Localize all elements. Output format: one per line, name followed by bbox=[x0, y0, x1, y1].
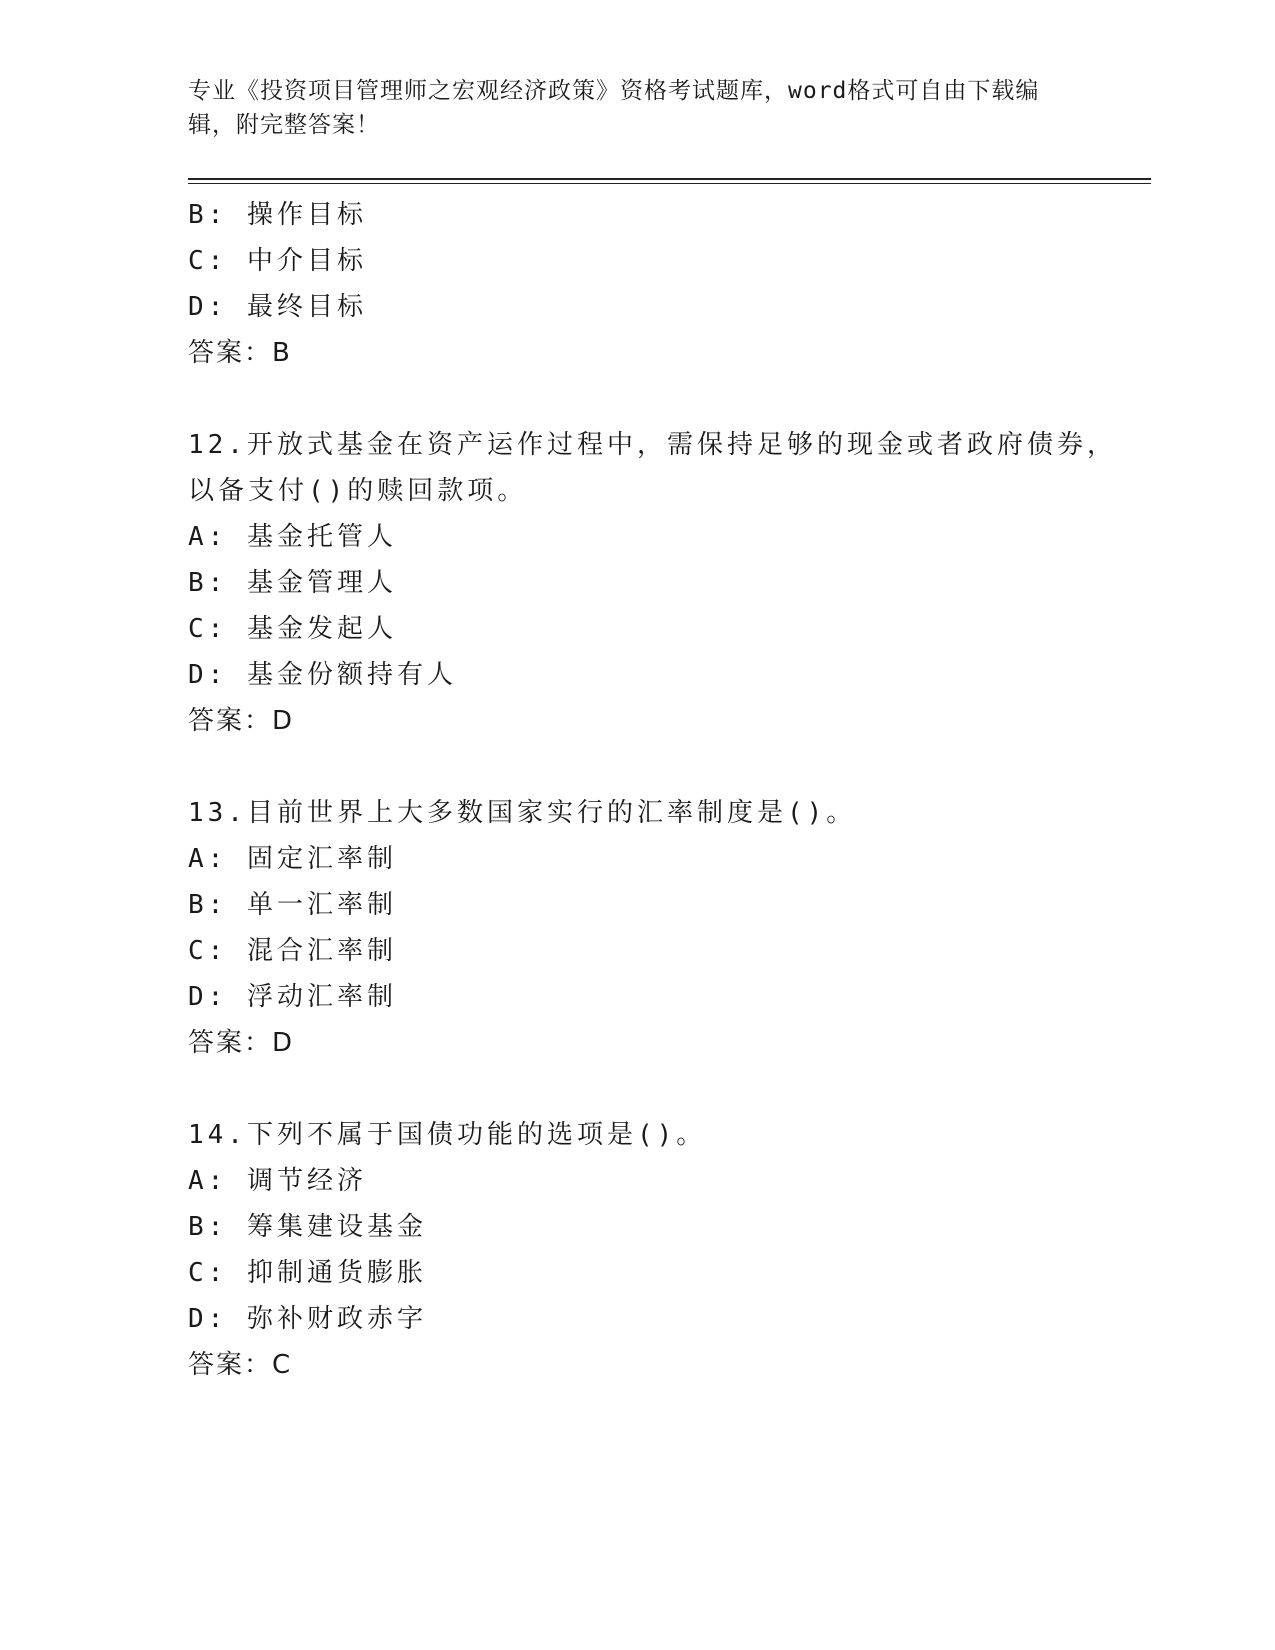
question-stem: 14.下列不属于国债功能的选项是()。 bbox=[188, 1120, 707, 1150]
option-a: A: 固定汇率制 bbox=[188, 844, 397, 874]
option-d: D: 浮动汇率制 bbox=[188, 982, 397, 1012]
option-d: D: 弥补财政赤字 bbox=[188, 1304, 427, 1334]
spacer bbox=[188, 744, 1088, 790]
answer: 答案：C bbox=[188, 1350, 293, 1380]
question-14 bbox=[188, 1112, 1088, 1388]
answer: 答案：B bbox=[188, 338, 292, 368]
answer: 答案：D bbox=[188, 1028, 295, 1058]
spacer bbox=[188, 376, 1088, 422]
header-divider-thick bbox=[188, 178, 1151, 180]
option-d: D: 基金份额持有人 bbox=[188, 660, 457, 690]
answer: 答案：D bbox=[188, 706, 295, 736]
option-c: C: 基金发起人 bbox=[188, 614, 397, 644]
option-a: A: 调节经济 bbox=[188, 1166, 367, 1196]
option-c: C: 抑制通货膨胀 bbox=[188, 1258, 427, 1288]
option-b: B: 基金管理人 bbox=[188, 568, 397, 598]
question-13 bbox=[188, 790, 1088, 1066]
header-line-2: 辑，附完整答案！ bbox=[188, 112, 380, 138]
option-b: B: 筹集建设基金 bbox=[188, 1212, 427, 1242]
spacer bbox=[188, 1066, 1088, 1112]
header-divider-thin bbox=[188, 183, 1151, 184]
question-stem: 13.目前世界上大多数国家实行的汇率制度是()。 bbox=[188, 798, 857, 828]
question-stem: 以备支付()的赎回款项。 bbox=[188, 476, 528, 506]
question-11-partial bbox=[188, 192, 1088, 376]
option-b: B: 单一汇率制 bbox=[188, 890, 397, 920]
option-c: C: 混合汇率制 bbox=[188, 936, 397, 966]
option-b: B: 操作目标 bbox=[188, 200, 367, 230]
option-d: D: 最终目标 bbox=[188, 292, 367, 322]
question-list bbox=[188, 192, 1117, 1388]
header-line-1: 专业《投资项目管理师之宏观经济政策》资格考试题库，word格式可自由下载编 bbox=[188, 78, 1040, 104]
question-stem: 12.开放式基金在资产运作过程中，需保持足够的现金或者政府债券， bbox=[188, 430, 1117, 460]
question-12 bbox=[188, 422, 1117, 744]
option-a: A: 基金托管人 bbox=[188, 522, 397, 552]
document-header bbox=[188, 74, 1068, 142]
option-c: C: 中介目标 bbox=[188, 246, 367, 276]
